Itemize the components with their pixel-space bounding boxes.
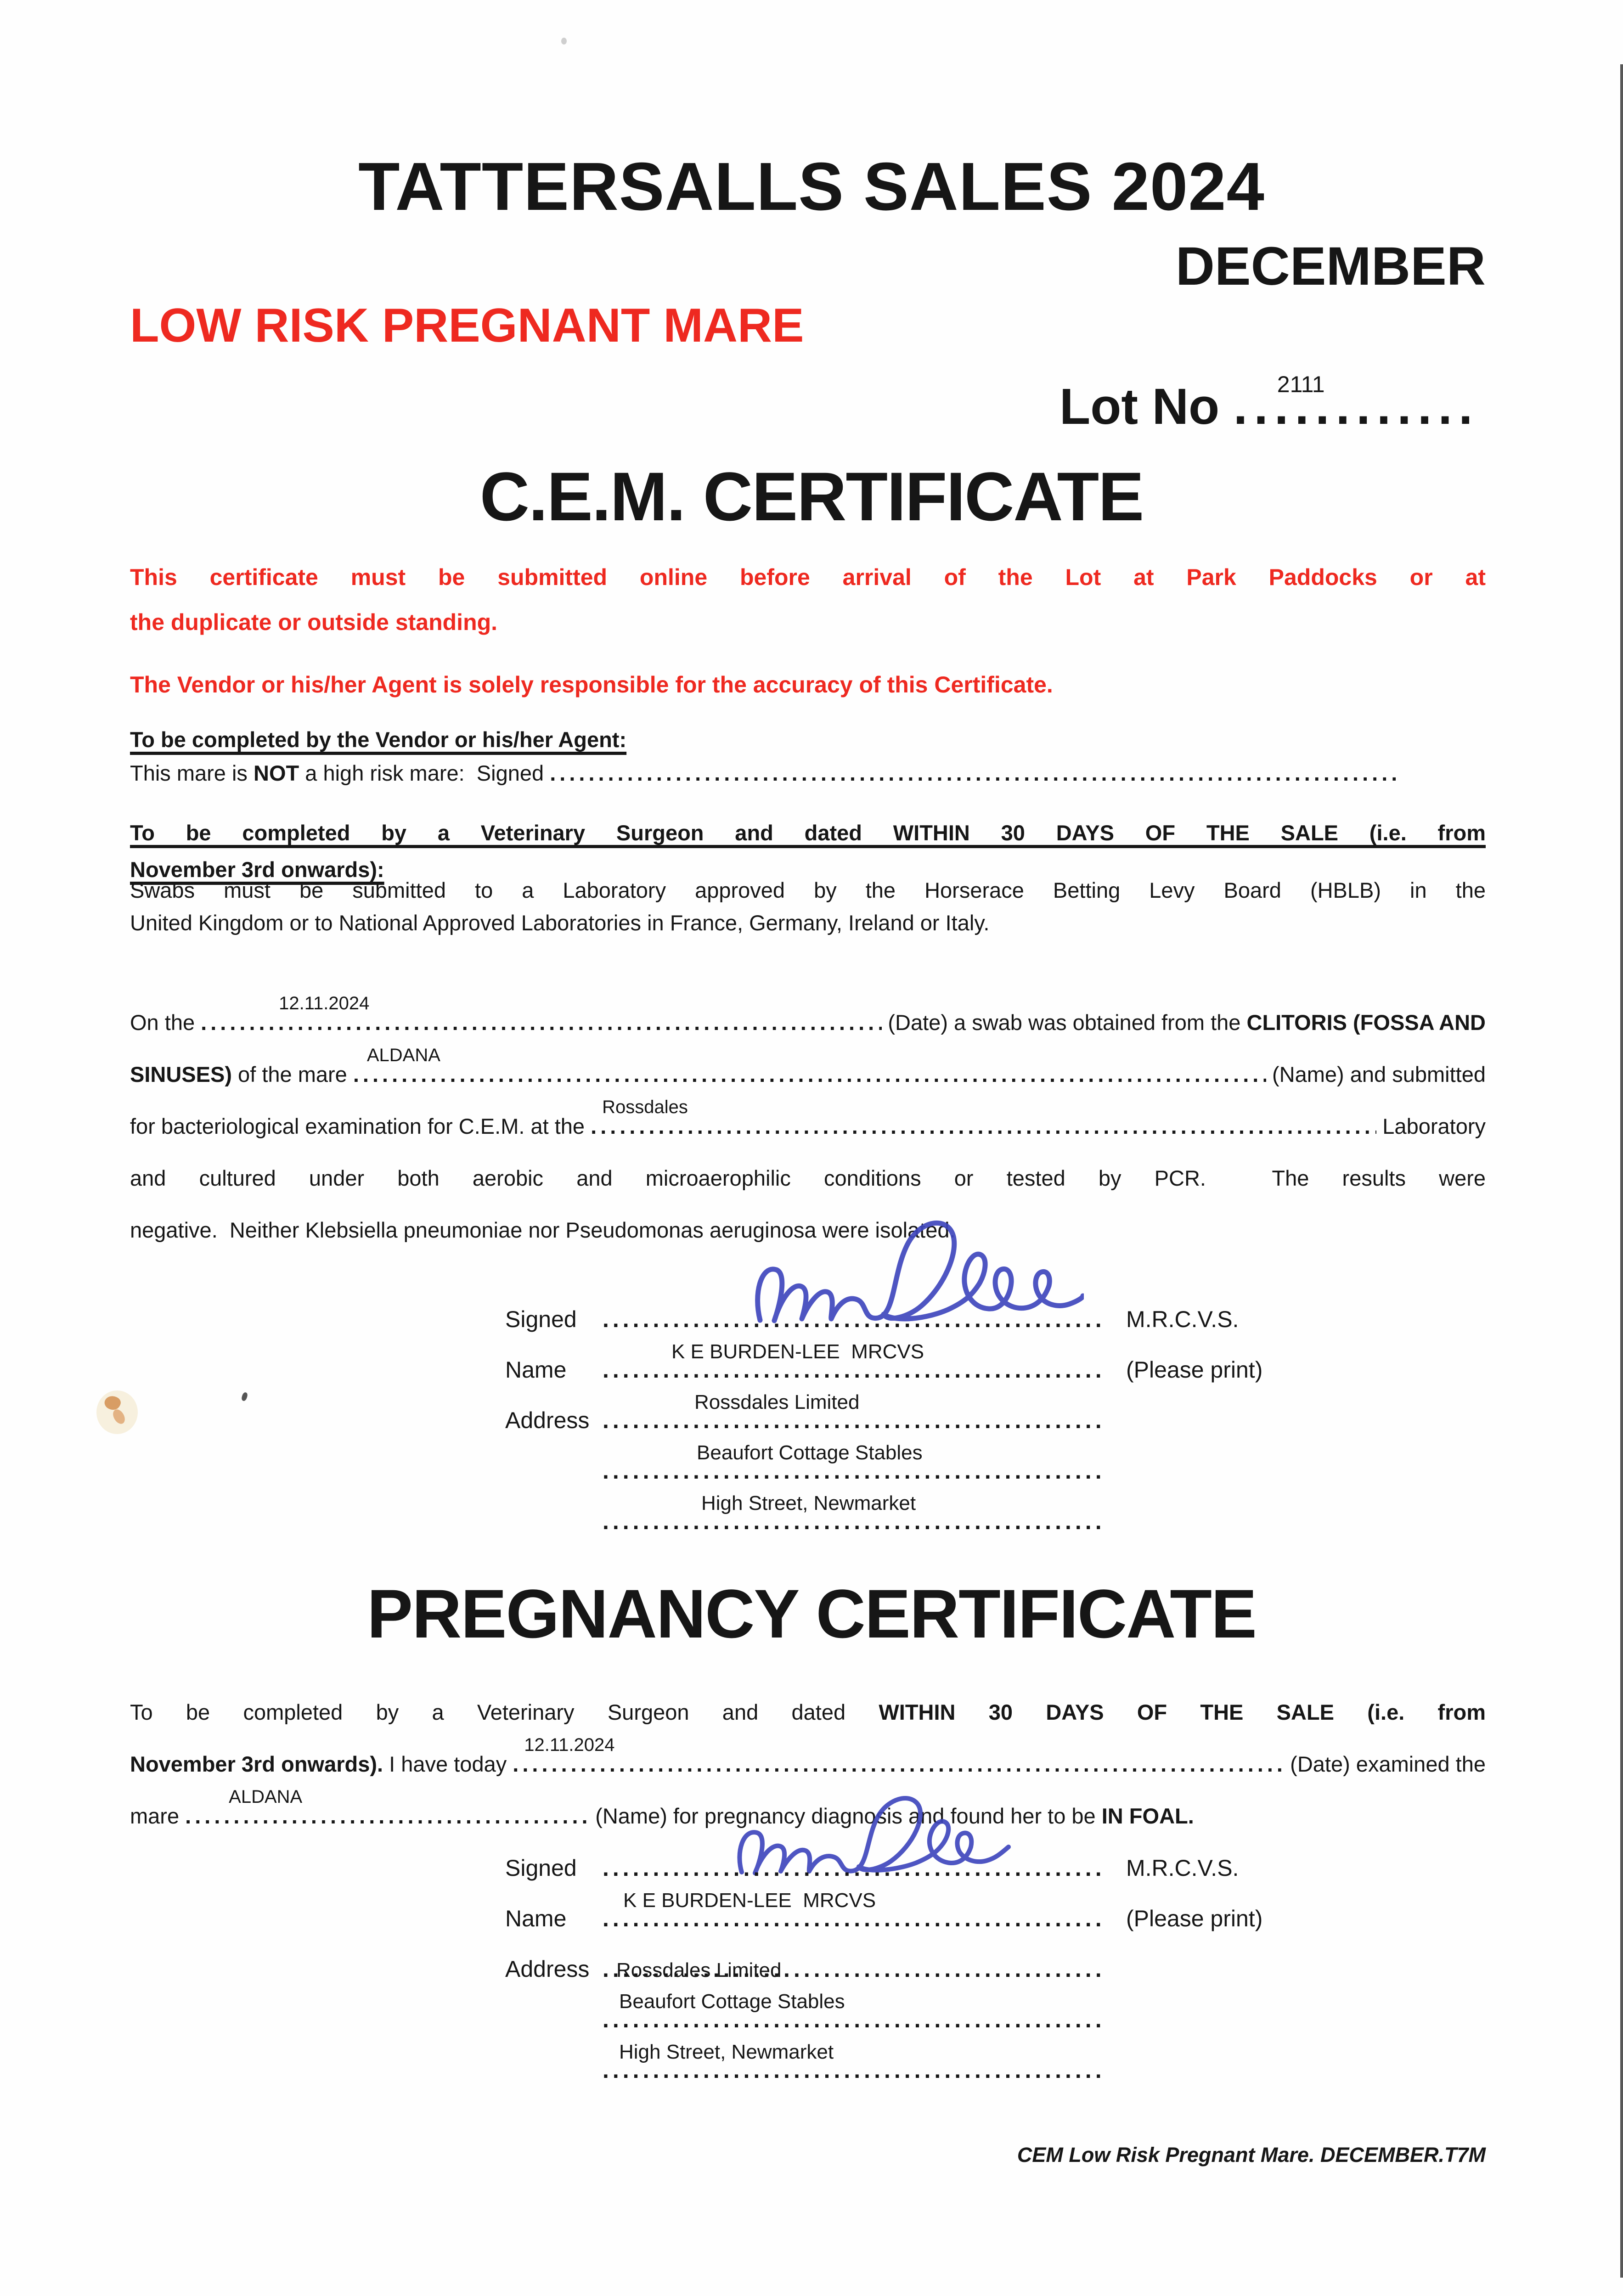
vendor-declaration-line	[130, 757, 1396, 789]
mrcvs-label: M.R.C.V.S.	[1126, 1855, 1239, 1881]
name-row	[505, 1340, 1424, 1395]
date-caption: (Date) a swab was obtained from the CLITORIS (FOSSA AND	[882, 1010, 1486, 1035]
footer-reference: CEM Low Risk Pregnant Mare. DECEMBER.T7M	[1017, 2143, 1486, 2167]
address-value: Rossdales Limited	[694, 1391, 860, 1413]
dotted-leader	[1234, 379, 1481, 434]
submission-notice	[130, 555, 1486, 645]
address-row-3	[505, 2041, 1424, 2095]
laboratory-line: for bacteriological examination for C.E.M. at the ..... Rossdales Laboratory	[130, 1100, 1486, 1152]
declaration-text: This mare is NOT a high risk mare: Signed	[130, 761, 550, 785]
lot-number-leader	[1234, 371, 1481, 434]
laboratory-leader	[591, 1097, 1376, 1152]
ink-speck	[241, 1392, 248, 1401]
risk-category-label: LOW RISK PREGNANT MARE	[130, 299, 804, 352]
address-leader	[603, 1944, 1101, 1994]
please-print-label: (Please print)	[1126, 1357, 1263, 1383]
name-leader	[603, 1340, 1101, 1395]
mrcvs-label: M.R.C.V.S.	[1126, 1306, 1239, 1332]
pregnancy-certificate-title: PREGNANCY CERTIFICATE	[367, 1575, 1256, 1652]
notice-line: This certificate must be submitted online before arrival of the Lot at Park Paddocks or at	[130, 564, 1486, 590]
cem-certificate-title: C.E.M. CERTIFICATE	[479, 458, 1144, 535]
scan-edge-line	[1620, 64, 1623, 2278]
notice-line: the duplicate or outside standing.	[130, 609, 498, 635]
address-leader-3	[603, 2041, 1101, 2095]
pregnancy-line-1: To be completed by a Veterinary Surgeon and dated WITHIN 30 DAYS OF THE SALE (i.e. from	[130, 1700, 1486, 1724]
in-foal-emphasis: IN FOAL.	[1101, 1804, 1194, 1828]
swab-date-value: 12.11.2024	[279, 993, 370, 1013]
address-label: Address	[505, 1407, 590, 1433]
please-print-label: (Please print)	[1126, 1906, 1263, 1931]
name-row	[505, 1889, 1424, 1944]
swabs-line-2: United Kingdom or to National Approved Laboratories in France, Germany, Ireland or Italy.	[130, 911, 990, 935]
vendor-section-heading: To be completed by the Vendor or his/her Agent:	[130, 727, 627, 752]
scan-speck-top	[561, 38, 567, 45]
november-emphasis: November 3rd onwards).	[130, 1752, 383, 1776]
name-leader	[603, 1889, 1101, 1944]
mare-name-line: SINUSES) of the mare ..... ALDANA (Name) and submitted	[130, 1048, 1486, 1100]
pregnancy-line-2: November 3rd onwards). I have today ..... 12.11.2024 (Date) examined the	[130, 1738, 1486, 1790]
negative-result-line: negative. Neither Klebsiella pneumoniae nor Pseudomonas aeruginosa were isolated.	[130, 1218, 956, 1242]
vendor-signed-leader	[550, 757, 1396, 789]
address-line-2-value: Beaufort Cottage Stables	[697, 1441, 923, 1464]
address-value: Rossdales Limited	[616, 1959, 782, 1981]
signed-leader	[603, 1843, 1101, 1893]
address-row-2	[505, 1990, 1424, 2045]
name-label: Name	[505, 1357, 567, 1383]
signed-label: Signed	[505, 1306, 577, 1332]
address-row	[505, 1944, 1424, 1994]
mare-name-value: ALDANA	[366, 1045, 440, 1065]
address-leader-3	[603, 1492, 1101, 1547]
sale-title: TATTERSALLS SALES 2024	[358, 149, 1265, 225]
signed-row	[505, 1294, 1424, 1345]
swab-site-emphasis-2: SINUSES)	[130, 1062, 232, 1086]
exam-date-leader	[513, 1735, 1284, 1790]
name-label: Name	[505, 1906, 567, 1931]
exam-mare-leader	[185, 1787, 589, 1842]
vet-heading-line-1: To be completed by a Veterinary Surgeon and dated WITHIN 30 DAYS OF THE SALE (i.e. from	[130, 821, 1486, 845]
signature-block-1	[505, 1294, 1424, 1547]
swab-date-line: On the ..... 12.11.2024 (Date) a swab was obtained from the CLITORIS (FOSSA AND	[130, 996, 1486, 1048]
exam-mare-value: ALDANA	[229, 1787, 303, 1807]
exam-date-value: 12.11.2024	[524, 1735, 615, 1755]
address-leader-2	[603, 1990, 1101, 2045]
laboratory-value: Rossdales	[602, 1097, 688, 1117]
swabs-paragraph	[130, 874, 1486, 939]
address-row	[505, 1391, 1424, 1446]
address-line-3-value: High Street, Newmarket	[619, 2041, 834, 2063]
signed-row	[505, 1843, 1424, 1893]
address-row-3	[505, 1492, 1424, 1547]
signed-leader	[603, 1294, 1101, 1345]
signed-label: Signed	[505, 1855, 577, 1881]
address-row-2	[505, 1441, 1424, 1496]
responsibility-notice: The Vendor or his/her Agent is solely responsible for the accuracy of this Certificate.	[130, 672, 1053, 698]
culture-line: and cultured under both aerobic and microaerophilic conditions or tested by PCR. The results were	[130, 1166, 1486, 1190]
lot-number-value: 2111	[1277, 371, 1325, 397]
name-value: K E BURDEN-LEE MRCVS	[623, 1889, 876, 1912]
not-emphasis: NOT	[254, 761, 299, 785]
lot-number-row	[1059, 371, 1481, 435]
sale-window-emphasis: WITHIN 30 DAYS OF THE SALE (i.e. from	[879, 1700, 1486, 1724]
address-line-3-value: High Street, Newmarket	[701, 1492, 916, 1514]
address-leader	[603, 1391, 1101, 1446]
vet-heading-line-2: November 3rd onwards):	[130, 857, 384, 882]
lot-label: Lot No	[1059, 378, 1234, 435]
signature-block-2	[505, 1843, 1424, 2095]
swabs-line-1: Swabs must be submitted to a Laboratory approved by the Horserace Betting Levy Board (HBLB) in the	[130, 878, 1486, 902]
month-label: DECEMBER	[1175, 236, 1486, 297]
name-value: K E BURDEN-LEE MRCVS	[671, 1340, 924, 1363]
mare-name-leader	[353, 1045, 1266, 1100]
address-label: Address	[505, 1956, 590, 1982]
pregnancy-line-3: mare ..... ALDANA (Name) for pregnancy diagnosis and found her to be IN FOAL.	[130, 1790, 1486, 1842]
address-line-2-value: Beaufort Cottage Stables	[619, 1990, 845, 2013]
address-leader-2	[603, 1441, 1101, 1496]
swab-site-emphasis: CLITORIS (FOSSA AND	[1246, 1010, 1486, 1035]
